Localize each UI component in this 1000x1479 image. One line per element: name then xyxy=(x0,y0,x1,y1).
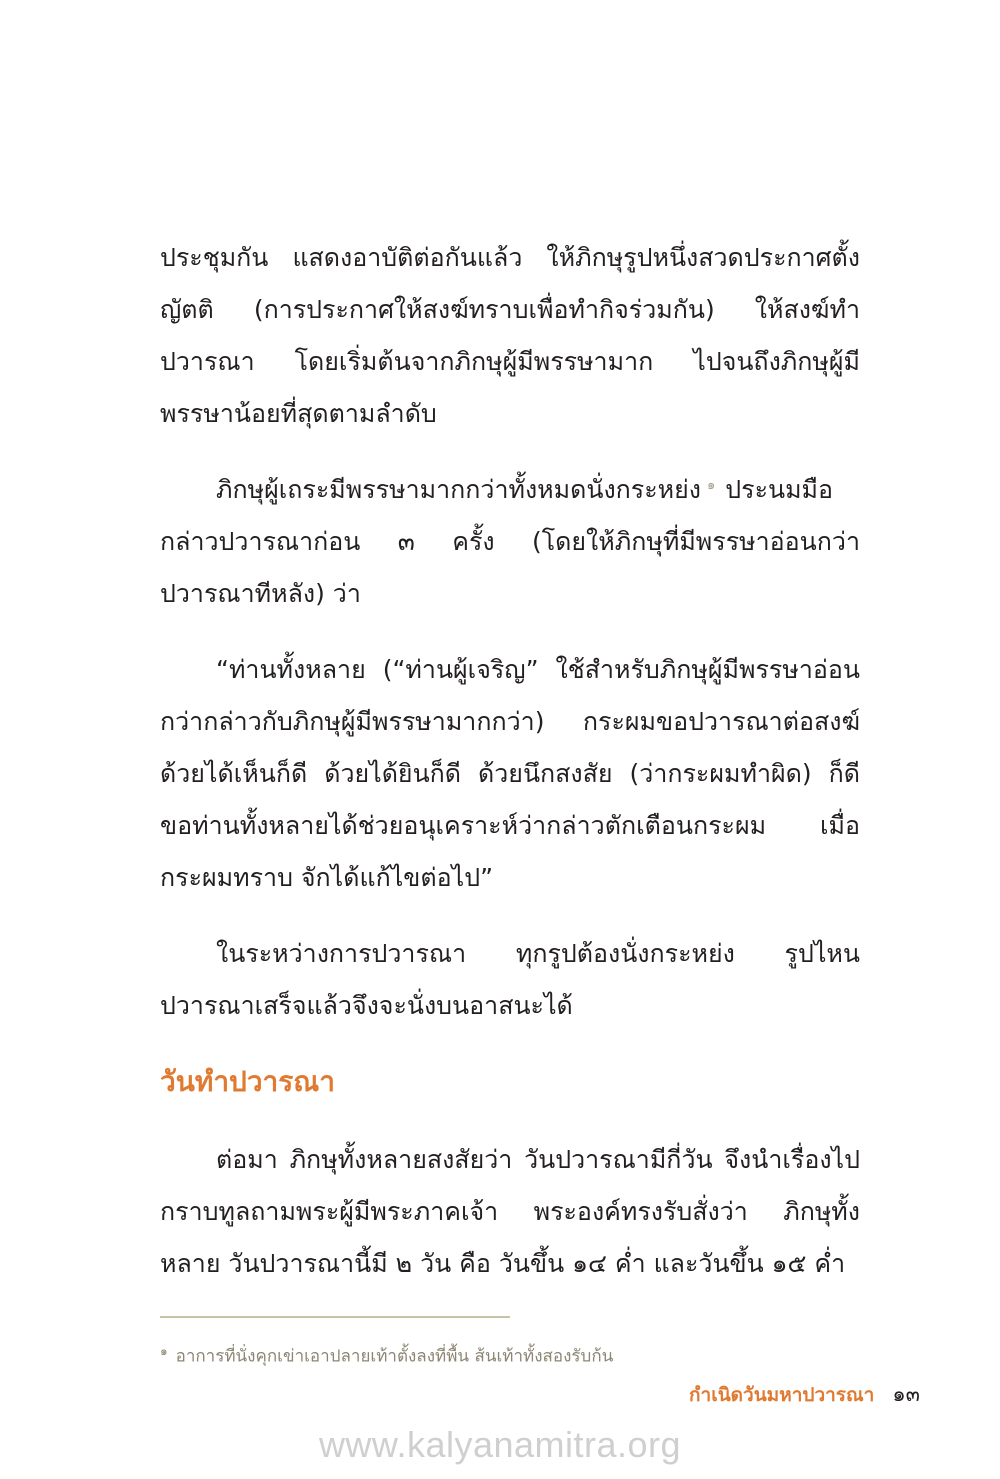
section-heading: วันทำปวารณา xyxy=(160,1065,335,1098)
watermark-url: www.kalyanamitra.org xyxy=(318,1424,682,1465)
footnote xyxy=(160,1336,860,1372)
footnote-divider xyxy=(160,1316,510,1318)
page-number: ๑๓ xyxy=(892,1382,920,1406)
paragraph-5: ต่อมา ภิกษุทั้งหลายสงสัยว่า วันปวารณามีกี่วัน จึงนำเรื่องไปกราบทูลถามพระผู้มีพระภาคเจ้า พระองค์ทรงรับสั่งว่า ภิกษุทั้งหลาย วันปวารณานี้มี ๒ วัน คือ วันขึ้น ๑๔ ค่ำ และวันขึ้น ๑๕ ค่ำ xyxy=(160,1145,860,1278)
body-text xyxy=(160,232,860,1314)
running-footer xyxy=(689,1378,920,1411)
paragraph-2 xyxy=(160,464,860,620)
paragraph-3: “ท่านทั้งหลาย (“ท่านผู้เจริญ” ใช้สำหรับภิกษุผู้มีพรรษาอ่อนกว่ากล่าวกับภิกษุผู้มีพรรษามากกว่า) กระผมขอปวารณาต่อสงฆ์ ด้วยได้เห็นก็ดี ด้วยได้ยินก็ดี ด้วยนึกสงสัย (ว่ากระผมทำผิด) ก็ดี ขอท่านทั้งหลายได้ช่วยอนุเคราะห์ว่ากล่าวตักเตือนกระผม เมื่อกระผมทราบ จักได้แก้ไขต่อไป” xyxy=(160,655,860,892)
footnote-mark: ๑ xyxy=(160,1344,168,1358)
footnote-reference[interactable]: ๑ xyxy=(707,477,716,493)
paragraph-1: ประชุมกัน แสดงอาบัติต่อกันแล้ว ให้ภิกษุรูปหนึ่งสวดประกาศตั้งญัตติ (การประกาศให้สงฆ์ทราบเพื่อทำกิจร่วมกัน) ให้สงฆ์ทำปวารณา โดยเริ่มต้นจากภิกษุผู้มีพรรษามาก ไปจนถึงภิกษุผู้มีพรรษาน้อยที่สุดตามลำดับ xyxy=(160,243,860,428)
footer-title: กำเนิดวันมหาปวารณา xyxy=(689,1384,875,1406)
paragraph-2-part-b: ประนมมือกล่าวปวารณาก่อน ๓ ครั้ง (โดยให้ภิกษุที่มีพรรษาอ่อนกว่าปวารณาทีหลัง) ว่า xyxy=(160,475,860,608)
paragraph-2-part-a: ภิกษุผู้เถระมีพรรษามากกว่าทั้งหมดนั่งกระหย่ง xyxy=(216,475,701,504)
footnote-text: อาการที่นั่งคุกเข่าเอาปลายเท้าตั้งลงที่พื้น ส้นเท้าทั้งสองรับก้น xyxy=(175,1346,614,1367)
paragraph-4: ในระหว่างการปวารณา ทุกรูปต้องนั่งกระหย่ง รูปไหนปวารณาเสร็จแล้วจึงจะนั่งบนอาสนะได้ xyxy=(160,939,860,1020)
